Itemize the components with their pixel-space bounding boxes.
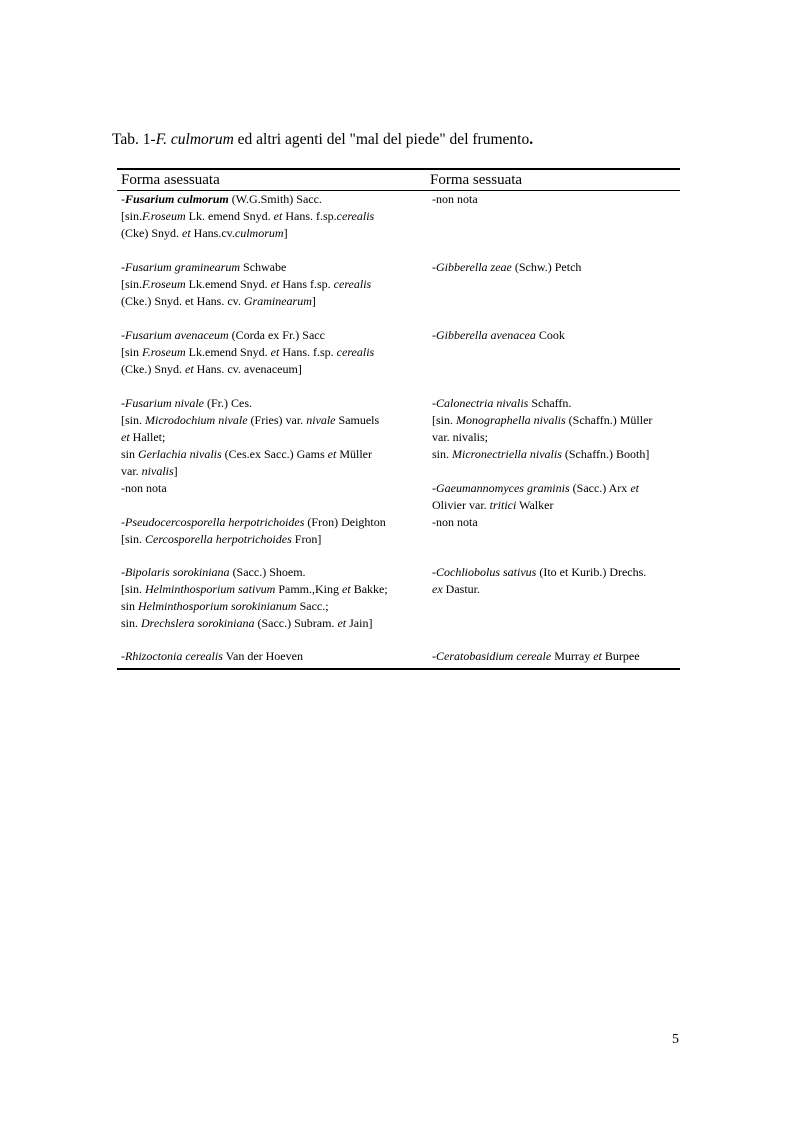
asexual-form-cell [117, 480, 426, 514]
asexual-form-cell [117, 514, 426, 564]
text-segment: - [432, 328, 436, 342]
text-segment: Olivier var. [432, 498, 490, 512]
text-segment: Hans f.sp. [279, 277, 334, 291]
text-segment: et [270, 277, 280, 291]
text-segment: et [342, 582, 351, 596]
caption-prefix: Tab. 1- [112, 131, 156, 148]
text-segment: cerealis [336, 209, 375, 223]
text-segment: (Ces.ex Sacc.) Gams [221, 447, 328, 461]
text-segment: Schaffn. [528, 396, 572, 410]
text-segment: - [432, 649, 436, 663]
text-segment: F.roseum [142, 209, 186, 223]
text-segment: Hans.cv. [190, 226, 235, 240]
text-segment: (Cke.) Snyd. et Hans. cv. [121, 294, 244, 308]
text-segment: (Schaffn.) Booth] [561, 447, 650, 461]
text-segment: Cochliobolus sativus [436, 565, 537, 579]
text-segment: [sin. [432, 413, 456, 427]
text-segment: nivale [306, 413, 336, 427]
text-segment: Drechslera sorokiniana [141, 616, 255, 630]
text-segment: (Cke) Snyd. [121, 226, 182, 240]
text-segment: -non nota [121, 481, 167, 495]
text-segment: Gaeumannomyces graminis [436, 481, 570, 495]
text-segment: nivalis [141, 464, 174, 478]
text-segment: [sin. [121, 277, 142, 291]
sexual-form-cell [426, 327, 680, 395]
text-segment: - [121, 396, 125, 410]
text-segment: Fron] [291, 532, 322, 546]
header-sexual-form: Forma sessuata [426, 169, 680, 191]
table-row [117, 480, 680, 514]
text-segment: et [185, 362, 194, 376]
text-segment: Murray [551, 649, 594, 663]
text-segment: - [432, 396, 436, 410]
table-row [117, 191, 680, 260]
text-segment: Schwabe [240, 260, 287, 274]
text-segment: - [121, 260, 125, 274]
text-segment: - [121, 649, 125, 663]
text-segment: et [270, 345, 280, 359]
text-segment: sin [121, 599, 139, 613]
table-caption [112, 131, 533, 149]
text-segment: Walker [516, 498, 554, 512]
text-segment: Van der Hoeven [222, 649, 303, 663]
text-segment: - [121, 192, 125, 206]
text-segment: (Sacc.) Shoem. [229, 565, 306, 579]
text-segment: cerealis [336, 345, 375, 359]
text-segment: - [432, 481, 436, 495]
text-segment: et [593, 649, 602, 663]
text-segment: sin. [432, 447, 453, 461]
text-segment: Fusarium nivale [125, 396, 204, 410]
text-segment: - [432, 260, 436, 274]
text-segment: tritici [489, 498, 517, 512]
text-segment: Pamm.,King [275, 582, 343, 596]
table-row [117, 259, 680, 327]
text-segment: et [630, 481, 639, 495]
text-segment: [sin. [121, 413, 145, 427]
text-segment: var. [121, 464, 142, 478]
text-segment: Bipolaris sorokiniana [125, 565, 230, 579]
text-segment: Hans. f.sp. [282, 209, 337, 223]
text-segment: ] [311, 294, 316, 308]
text-segment: F.roseum [142, 345, 186, 359]
text-segment: et [121, 430, 130, 444]
text-segment: ] [173, 464, 178, 478]
text-segment: Müller [336, 447, 372, 461]
text-segment: Micronectriella nivalis [452, 447, 562, 461]
text-segment: et [182, 226, 191, 240]
table-header [117, 169, 680, 191]
text-segment: (Ito et Kurib.) Drechs. [536, 565, 647, 579]
text-segment: culmorum [234, 226, 284, 240]
text-segment: - [121, 515, 125, 529]
text-segment: Helminthosporium sativum [145, 582, 276, 596]
sexual-form-cell [426, 259, 680, 327]
sexual-form-cell [426, 648, 680, 669]
asexual-form-cell [117, 395, 426, 480]
text-segment: (Cke.) Snyd. [121, 362, 185, 376]
table-row [117, 514, 680, 564]
text-segment: (Schaffn.) Müller [565, 413, 653, 427]
text-segment: - [432, 565, 436, 579]
page-number: 5 [672, 1032, 679, 1047]
text-segment: Calonectria nivalis [436, 396, 529, 410]
table-body [117, 191, 680, 670]
species-table [117, 168, 680, 670]
text-segment: [sin. [121, 582, 145, 596]
text-segment: Fusarium avenaceum [125, 328, 229, 342]
sexual-form-cell [426, 395, 680, 480]
text-segment: Hans. cv. avenaceum] [193, 362, 302, 376]
table-row [117, 395, 680, 480]
text-segment: - [121, 328, 125, 342]
text-segment: Gibberella avenacea [436, 328, 536, 342]
text-segment: cerealis [333, 277, 372, 291]
text-segment: Jain] [346, 616, 373, 630]
asexual-form-cell [117, 191, 426, 260]
text-segment: Lk.emend Snyd. [185, 277, 271, 291]
text-segment: (Fr.) Ces. [204, 396, 252, 410]
text-segment: - [121, 565, 125, 579]
text-segment: Graminearum [243, 294, 312, 308]
text-segment: Lk.emend Snyd. [185, 345, 271, 359]
text-segment: Gerlachia nivalis [138, 447, 222, 461]
text-segment: Dastur. [442, 582, 480, 596]
caption-species: F. culmorum [155, 131, 234, 148]
text-segment: -non nota [432, 192, 478, 206]
text-segment: [sin. [121, 209, 142, 223]
text-segment: Gibberella zeae [436, 260, 512, 274]
text-segment: Lk. emend Snyd. [185, 209, 274, 223]
text-segment: (Sacc.) Subram. [254, 616, 338, 630]
text-segment: (Corda ex Fr.) Sacc [228, 328, 325, 342]
text-segment: Samuels [335, 413, 380, 427]
caption-text: ed altri agenti del "mal del piede" del frumento [233, 131, 530, 148]
text-segment: Burpee [601, 649, 640, 663]
text-segment: Monographella nivalis [456, 413, 566, 427]
text-segment: Pseudocercosporella herpotrichoides [125, 515, 305, 529]
text-segment: Ceratobasidium cereale [436, 649, 552, 663]
sexual-form-cell [426, 514, 680, 564]
caption-period: . [529, 131, 534, 148]
text-segment: ex [432, 582, 443, 596]
asexual-form-cell [117, 564, 426, 648]
text-segment: Hans. f.sp. [279, 345, 337, 359]
asexual-form-cell [117, 327, 426, 395]
text-segment: [sin. [121, 532, 145, 546]
asexual-form-cell [117, 648, 426, 669]
text-segment: Cercosporella herpotrichoides [145, 532, 292, 546]
text-segment: Bakke; [350, 582, 388, 596]
text-segment: Microdochium nivale [145, 413, 248, 427]
sexual-form-cell [426, 191, 680, 260]
header-asexual-form: Forma asessuata [117, 169, 426, 191]
text-segment: var. nivalis; [432, 430, 488, 444]
text-segment: Rhizoctonia cerealis [125, 649, 223, 663]
text-segment: -non nota [432, 515, 478, 529]
text-segment: (W.G.Smith) Sacc. [228, 192, 322, 206]
text-segment: Fusarium graminearum [125, 260, 241, 274]
asexual-form-cell [117, 259, 426, 327]
text-segment: (Fron) Deighton [304, 515, 386, 529]
text-segment: et [337, 616, 347, 630]
text-segment: (Sacc.) Arx [569, 481, 631, 495]
text-segment: Helminthosporium sorokinianum [138, 599, 297, 613]
text-segment: sin [121, 447, 139, 461]
text-segment: Cook [535, 328, 565, 342]
table-row [117, 648, 680, 669]
table-row [117, 327, 680, 395]
table-row [117, 564, 680, 648]
text-segment: sin. [121, 616, 142, 630]
text-segment: Sacc.; [296, 599, 329, 613]
text-segment: ] [283, 226, 288, 240]
text-segment: (Schw.) Petch [511, 260, 582, 274]
text-segment: F.roseum [142, 277, 186, 291]
text-segment: Fusarium culmorum [125, 192, 229, 206]
sexual-form-cell [426, 564, 680, 648]
sexual-form-cell [426, 480, 680, 514]
text-segment: Hallet; [129, 430, 166, 444]
header-row [117, 169, 680, 191]
text-segment: (Fries) var. [247, 413, 307, 427]
text-segment: et [273, 209, 283, 223]
text-segment: et [327, 447, 337, 461]
text-segment: [sin [121, 345, 142, 359]
